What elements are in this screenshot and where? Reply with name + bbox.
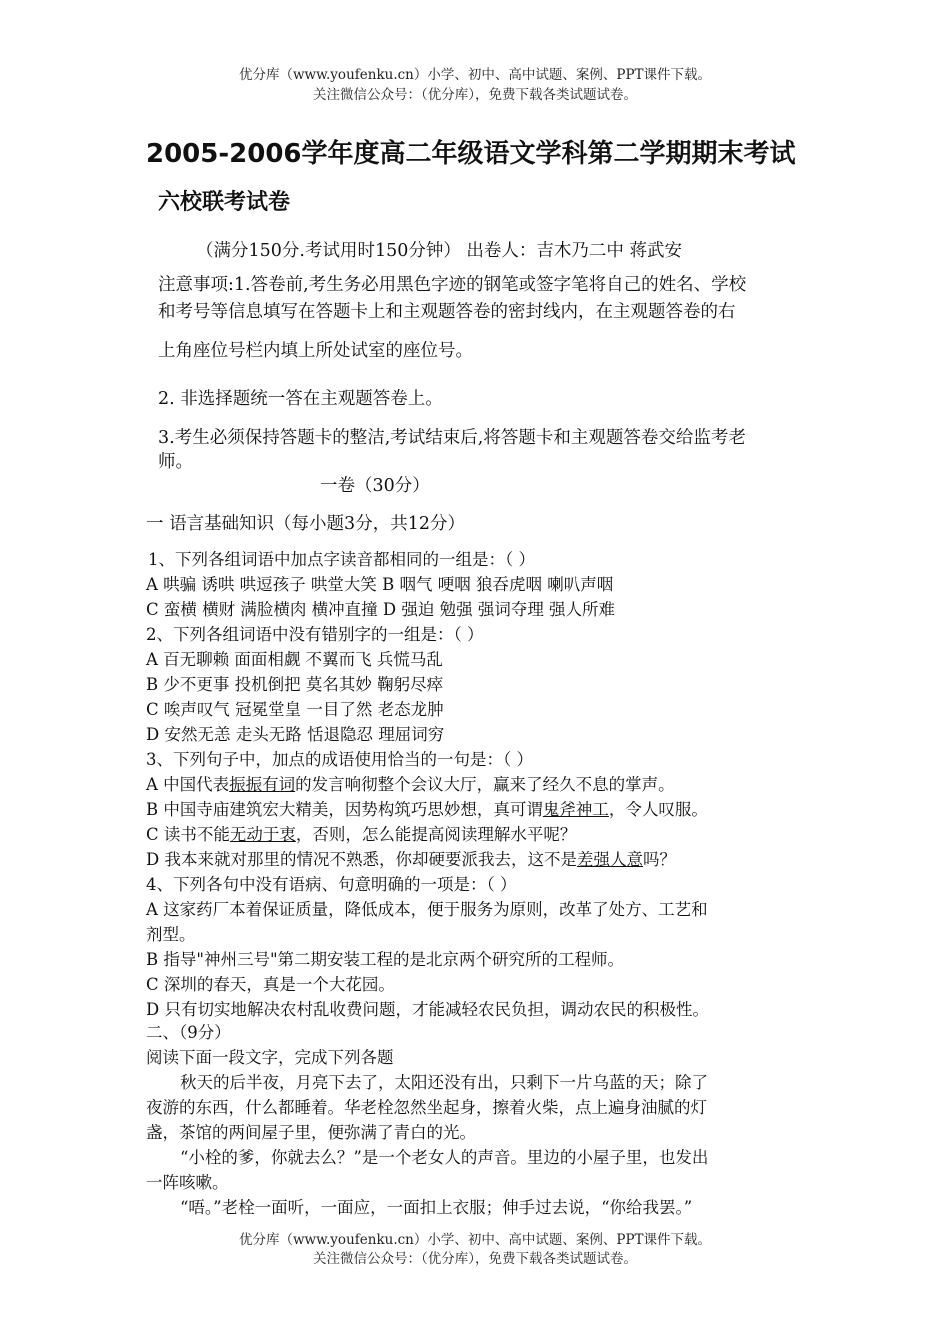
q3-c-suffix: ，否则，怎么能提高阅读理解水平呢？ bbox=[295, 825, 577, 844]
q2-option-a: A 百无聊赖 面面相觑 不翼而飞 兵慌马乱 bbox=[146, 650, 443, 669]
q3-d-suffix: 吗？ bbox=[642, 850, 676, 869]
note-1b: 和考号等信息填写在答题卡上和主观题答卷的密封线内，在主观题答卷的右 bbox=[158, 302, 736, 322]
q2-option-d: D 安然无恙 走头无路 恬退隐忍 理屈词穷 bbox=[146, 725, 445, 744]
q4-option-c: C 深圳的春天，真是一个大花园。 bbox=[146, 975, 395, 994]
exam-title bbox=[146, 133, 796, 170]
q4-option-a-line1: A 这家药厂本着保证质量，降低成本，便于服务为原则，改革了处方、工艺和 bbox=[146, 900, 708, 919]
q3-a-prefix: A 中国代表 bbox=[146, 775, 230, 794]
passage-p3-line1: “唔。”老栓一面听，一面应，一面扣上衣服；伸手过去说，“你给我罢。” bbox=[180, 1198, 693, 1217]
passage-p1-line3: 盏，茶馆的两间屋子里，便弥满了青白的光。 bbox=[146, 1123, 476, 1142]
q2-option-b: B 少不更事 投机倒把 莫名其妙 鞠躬尽瘁 bbox=[146, 675, 444, 694]
q3-b-suffix: ，令人叹服。 bbox=[608, 800, 708, 819]
section2-intro: 阅读下面一段文字，完成下列各题 bbox=[146, 1048, 394, 1067]
note-1c: 上角座位号栏内填上所处试室的座位号。 bbox=[158, 341, 473, 361]
q3-option-a bbox=[146, 775, 675, 795]
q3-option-d bbox=[146, 850, 676, 870]
q3-d-prefix: D 我本来就对那里的情况不熟悉，你却硬要派我去，这不是 bbox=[146, 850, 577, 869]
q4-option-a-line2: 剂型。 bbox=[146, 925, 196, 944]
site-header-line2: 关注微信公众号：（优分库），免费下载各类试题试卷。 bbox=[313, 87, 637, 103]
q1-options-cd: C 蛮横 横财 满脸横肉 横冲直撞 D 强迫 勉强 强词夺理 强人所难 bbox=[146, 600, 616, 619]
q1-stem: 1、下列各组词语中加点字读音都相同的一组是：（ ） bbox=[148, 550, 535, 569]
exam-title-text: 学年度高二年级语文学科第二学期期末考试 bbox=[301, 139, 796, 169]
q3-a-suffix: 的发言响彻整个会议大厅，赢来了经久不息的掌声。 bbox=[295, 775, 675, 794]
q4-stem: 4、下列各句中没有语病、句意明确的一项是：（ ） bbox=[146, 875, 517, 894]
q3-d-idiom: 差强人意 bbox=[576, 850, 643, 869]
note-2: 2. 非选择题统一答在主观题答卷上。 bbox=[158, 389, 443, 409]
exam-subtitle: 六校联考试卷 bbox=[158, 189, 291, 215]
passage-p2-line1: “小栓的爹，你就去么？”是一个老女人的声音。里边的小屋子里，也发出 bbox=[180, 1148, 709, 1167]
section1-part: 一 语言基础知识（每小题3分，共12分） bbox=[146, 514, 465, 534]
q3-a-idiom: 振振有词 bbox=[229, 775, 296, 794]
q2-option-c: C 唉声叹气 冠冕堂皇 一目了然 老态龙肿 bbox=[146, 700, 444, 719]
note-3b: 师。 bbox=[158, 452, 193, 472]
passage-p2-line2: 一阵咳嗽。 bbox=[146, 1173, 229, 1192]
note-3a: 3.考生必须保持答题卡的整洁,考试结束后,将答题卡和主观题答卷交给监考老 bbox=[158, 428, 746, 448]
q3-c-prefix: C 读书不能 bbox=[146, 825, 230, 844]
section1-heading: 一卷（30分） bbox=[320, 476, 430, 496]
passage-p1-line1: 秋天的后半夜，月亮下去了，太阳还没有出，只剩下一片乌蓝的天；除了 bbox=[180, 1073, 708, 1092]
site-header-line1: 优分库（www.youfenku.cn）小学、初中、高中试题、案例、PPT课件下载。 bbox=[238, 67, 712, 83]
note-1a: 注意事项:1.答卷前,考生务必用黑色字迹的钢笔或签字笔将自己的姓名、学校 bbox=[158, 275, 747, 295]
q3-b-prefix: B 中国寺庙建筑宏大精美，因势构筑巧思妙想，真可谓 bbox=[146, 800, 543, 819]
exam-title-year: 2005-2006 bbox=[146, 139, 302, 169]
q1-options-ab: A 哄骗 诱哄 哄逗孩子 哄堂大笑 B 咽气 哽咽 狼吞虎咽 喇叭声咽 bbox=[146, 575, 614, 594]
q3-option-c bbox=[146, 825, 576, 845]
q3-stem: 3、下列句子中，加点的成语使用恰当的一句是：（ ） bbox=[146, 750, 533, 769]
q3-option-b bbox=[146, 800, 708, 820]
q4-option-d: D 只有切实地解决农村乱收费问题，才能减轻农民负担，调动农民的积极性。 bbox=[146, 1000, 709, 1019]
exam-info: （满分150分.考试用时150分钟） 出卷人：吉木乃二中 蒋武安 bbox=[196, 241, 682, 261]
q4-option-b: B 指导"神州三号"第二期安装工程的是北京两个研究所的工程师。 bbox=[146, 950, 625, 969]
q3-c-idiom: 无动于衷 bbox=[229, 825, 296, 844]
site-footer-line2: 关注微信公众号：（优分库），免费下载各类试题试卷。 bbox=[313, 1251, 637, 1267]
q3-b-idiom: 鬼斧神工 bbox=[542, 800, 609, 819]
q2-stem: 2、下列各组词语中没有错别字的一组是：（ ） bbox=[146, 625, 484, 644]
site-footer-line1: 优分库（www.youfenku.cn）小学、初中、高中试题、案例、PPT课件下载。 bbox=[238, 1232, 712, 1248]
section2-heading: 二、（9分） bbox=[146, 1023, 231, 1042]
passage-p1-line2: 夜游的东西，什么都睡着。华老栓忽然坐起身，擦着火柴，点上遍身油腻的灯 bbox=[146, 1098, 707, 1117]
